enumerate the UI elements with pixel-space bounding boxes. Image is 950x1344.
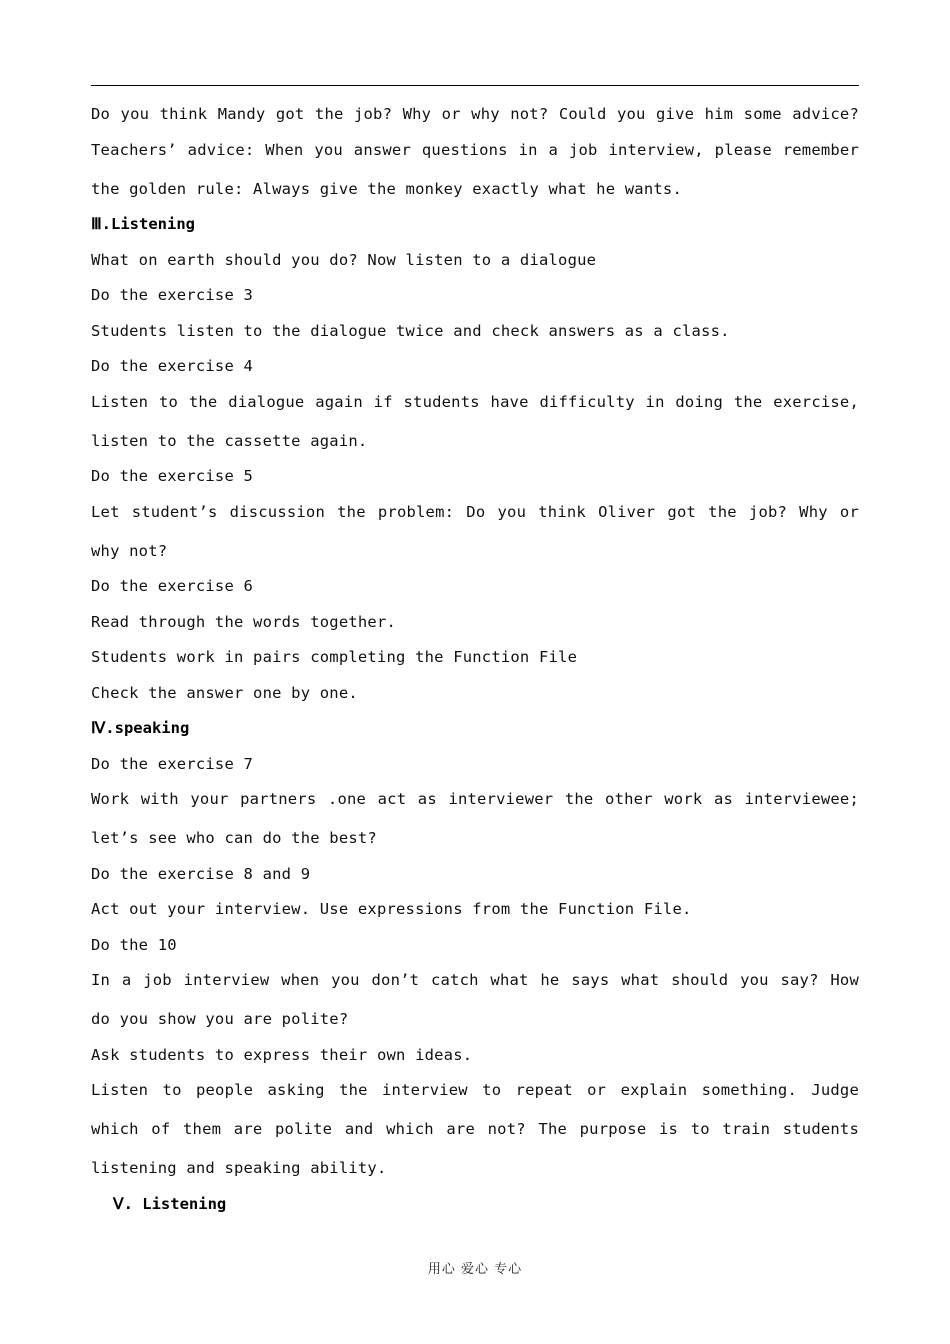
paragraph-line: Ask students to express their own ideas. xyxy=(91,1045,473,1064)
section-heading: Ⅲ.Listening xyxy=(91,215,196,233)
paragraph-line: why not? xyxy=(91,541,168,560)
paragraph-line: Do you think Mandy got the job? Why or why not? Could you give him some advice? xyxy=(91,105,859,123)
paragraph-line: Work with your partners .one act as interviewer the other work as interviewee; xyxy=(91,790,859,808)
paragraph-line: the golden rule: Always give the monkey exactly what he wants. xyxy=(91,179,682,198)
section-heading: Ⅳ.speaking xyxy=(91,719,190,737)
paragraph-line: What on earth should you do? Now listen to a dialogue xyxy=(91,250,597,269)
paragraph-line: Students listen to the dialogue twice and check answers as a class. xyxy=(91,321,730,340)
paragraph-line: Let student’s discussion the problem: Do you think Oliver got the job? Why or xyxy=(91,502,859,521)
paragraph-line: Do the exercise 8 and 9 xyxy=(91,864,311,883)
paragraph-line: which of them are polite and which are not? The purpose is to train students xyxy=(91,1120,859,1138)
paragraph-line: Students work in pairs completing the Function File xyxy=(91,648,578,666)
paragraph-line: let’s see who can do the best? xyxy=(91,829,377,847)
paragraph-line: Act out your interview. Use expressions from the Function File. xyxy=(91,900,692,918)
paragraph-line: listen to the cassette again. xyxy=(91,431,368,450)
paragraph-line: Do the exercise 4 xyxy=(91,357,254,375)
paragraph-line: Do the exercise 5 xyxy=(91,467,254,485)
paragraph-line: Do the exercise 3 xyxy=(91,286,254,304)
paragraph-line: do you show you are polite? xyxy=(91,1010,349,1028)
section-heading: Ⅴ. Listening xyxy=(113,1194,227,1213)
header-rule xyxy=(91,85,859,86)
paragraph-line: Do the exercise 7 xyxy=(91,754,254,773)
paragraph-line: Teachers’ advice: When you answer questions in a job interview, please remember xyxy=(91,140,859,159)
paragraph-line: Listen to people asking the interview to repeat or explain something. Judge xyxy=(91,1081,859,1099)
paragraph-line: Listen to the dialogue again if students have difficulty in doing the exercise, xyxy=(91,392,859,411)
paragraph-line: Read through the words together. xyxy=(91,612,397,631)
paragraph-line: listening and speaking ability. xyxy=(91,1159,387,1177)
paragraph-line: Do the 10 xyxy=(91,935,177,954)
paragraph-line: Check the answer one by one. xyxy=(91,683,358,702)
page-footer: 用心 爱心 专心 xyxy=(427,1262,523,1277)
paragraph-line: Do the exercise 6 xyxy=(91,577,254,595)
document-body xyxy=(91,97,859,1222)
paragraph-line: In a job interview when you don’t catch what he says what should you say? How xyxy=(91,971,859,989)
